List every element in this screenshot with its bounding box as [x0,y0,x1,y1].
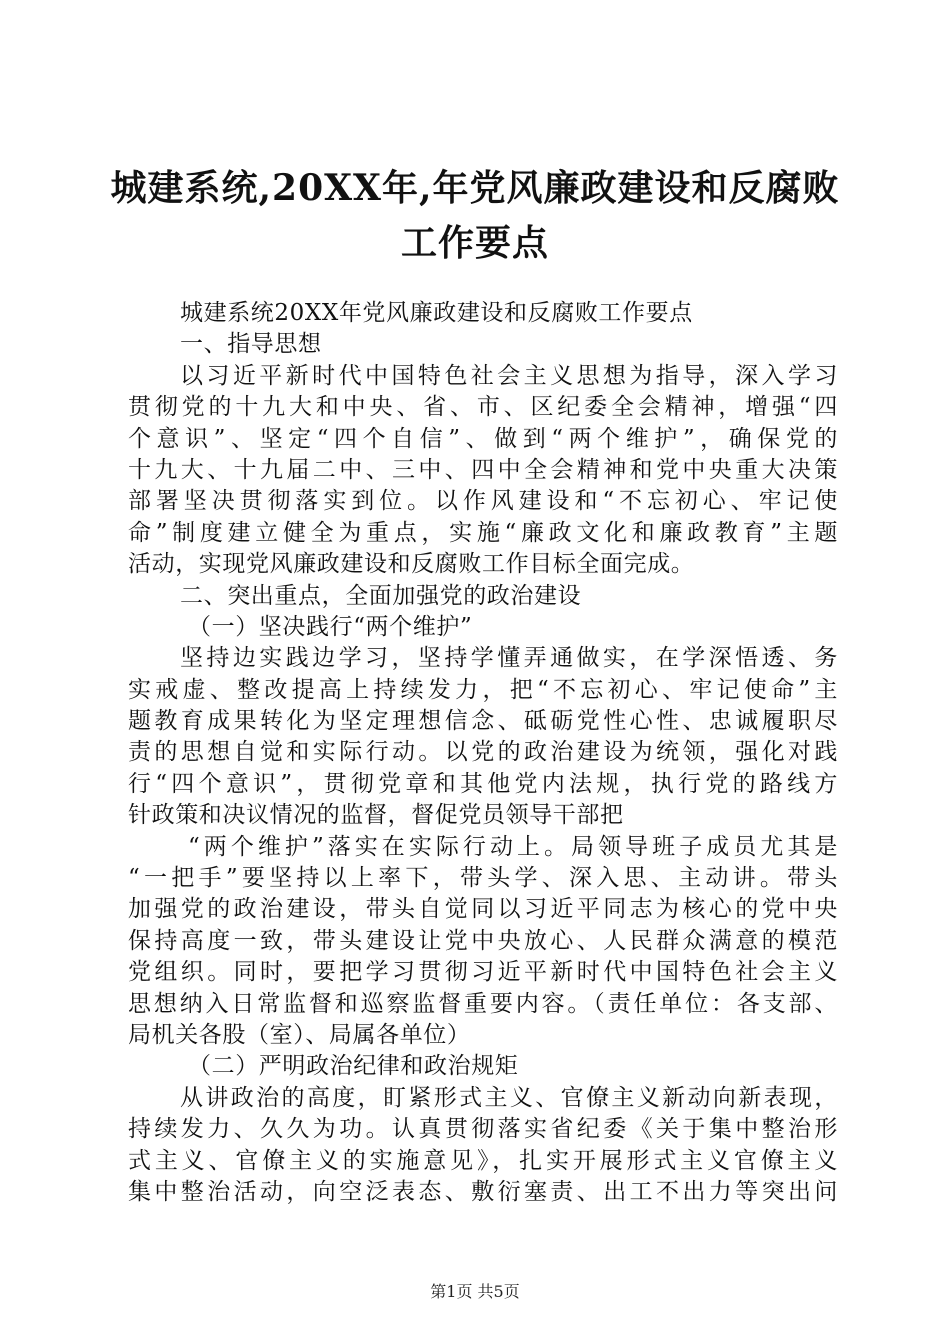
paragraph-line: 十九大、十九届二中、三中、四中全会精神和党中央重大决策 [128,456,838,483]
paragraph-line: 部署坚决贯彻落实到位。以作风建设和“不忘初心、牢记使 [128,488,838,515]
paragraph-line: 坚持边实践边学习，坚持学懂弄通做实，在学深悟透、务 [180,645,838,672]
paragraph-line: 持续发力、久久为功。认真贯彻落实省纪委《关于集中整治形 [128,1116,838,1143]
paragraph-line: 加强党的政治建设，带头自觉同以习近平同志为核心的党中央 [128,896,838,923]
paragraph-line: 从讲政治的高度，盯紧形式主义、官僚主义新动向新表现， [180,1084,838,1111]
paragraph-line: 党组织。同时，要把学习贯彻习近平新时代中国特色社会主义 [128,959,838,986]
paragraph-line: 活动，实现党风廉政建设和反腐败工作目标全面完成。 [128,551,695,578]
paragraph-line: “两个维护”落实在实际行动上。局领导班子成员尤其是 [188,833,838,860]
subtitle-line: 城建系统20XX年党风廉政建设和反腐败工作要点 [180,300,693,326]
subsection-heading-2: （二）严明政治纪律和政治规矩 [188,1053,519,1080]
section-heading-2: 二、突出重点，全面加强党的政治建设 [180,582,582,609]
paragraph-line: 个意识”、坚定“四个自信”、做到“两个维护”，确保党的 [128,425,838,452]
page-footer: 第1页 共5页 [430,1282,520,1301]
paragraph-line: 行“四个意识”，贯彻党章和其他党内法规，执行党的路线方 [128,770,838,797]
paragraph-line: 责的思想自觉和实际行动。以党的政治建设为统领，强化对践 [128,739,838,766]
paragraph-line: 思想纳入日常监督和巡察监督重要内容。（责任单位：各支部、 [128,990,838,1017]
paragraph-line: 实戒虚、整改提高上持续发力，把“不忘初心、牢记使命”主 [128,676,838,703]
paragraph-line: 局机关各股（室）、局属各单位） [128,1021,471,1048]
paragraph-line: 命”制度建立健全为重点，实施“廉政文化和廉政教育”主题 [128,519,838,546]
paragraph-line: 针政策和决议情况的监督，督促党员领导干部把 [128,802,624,829]
document-body [128,298,838,1208]
subsection-heading-1: （一）坚决践行“两个维护” [188,613,473,640]
paragraph-line: 式主义、官僚主义的实施意见》，扎实开展形式主义官僚主义 [128,1147,838,1174]
paragraph-line: 贯彻党的十九大和中央、省、市、区纪委全会精神，增强“四 [128,394,838,421]
document-title-line-2: 工作要点 [400,222,549,264]
section-heading-1: 一、指导思想 [180,331,322,358]
paragraph-line: 保持高度一致，带头建设让党中央放心、人民群众满意的模范 [128,927,838,954]
paragraph-line: “一把手”要坚持以上率下，带头学、深入思、主动讲。带头 [128,865,838,892]
paragraph-line: 以习近平新时代中国特色社会主义思想为指导，深入学习 [180,362,838,389]
paragraph-line: 题教育成果转化为坚定理想信念、砥砺党性心性、忠诚履职尽 [128,708,838,735]
paragraph-line: 集中整治活动，向空泛表态、敷衍塞责、出工不出力等突出问 [128,1178,838,1205]
document-title-line-1: 城建系统,20XX年,年党风廉政建设和反腐败 [110,167,840,209]
